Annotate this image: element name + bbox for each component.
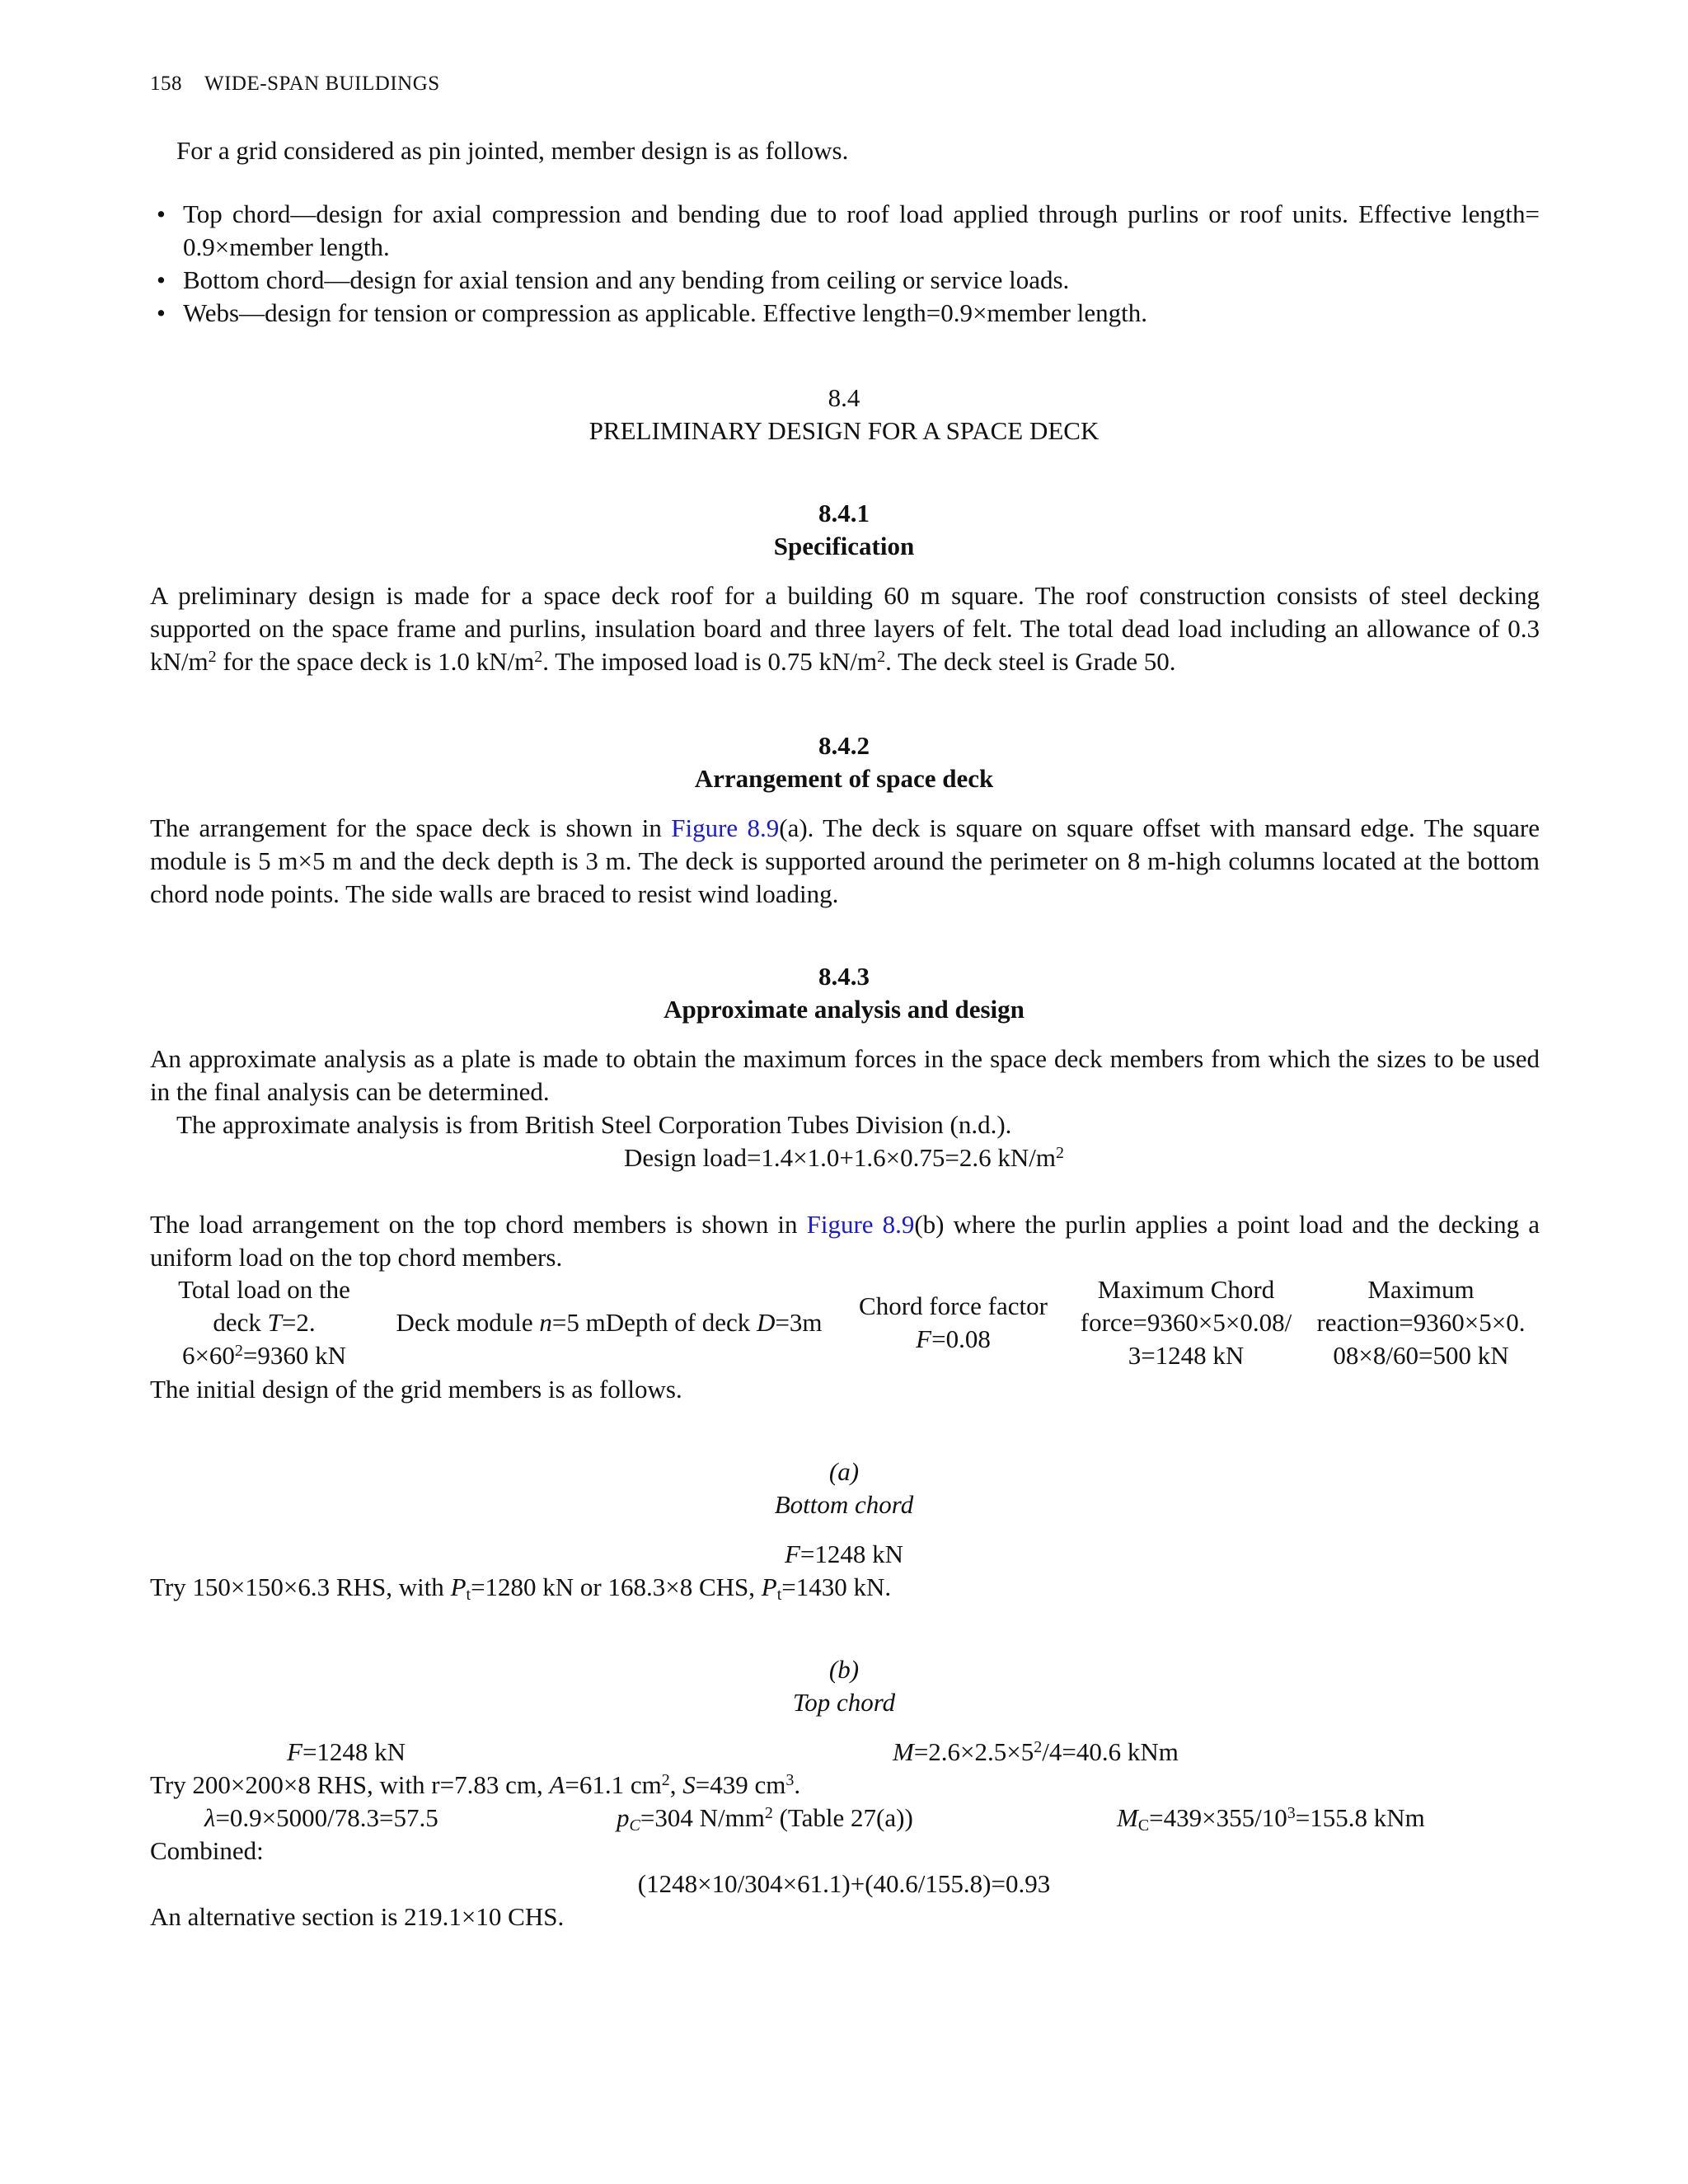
combined-equation: (1248×10/304×61.1)+(40.6/155.8)=0.93 xyxy=(637,1869,1051,1898)
section-number: 8.4 xyxy=(828,383,860,412)
combined-label: Combined: xyxy=(150,1836,264,1865)
subsection-number-841: 8.4.1 xyxy=(818,499,870,527)
bottom-chord-force: F=1248 kN xyxy=(784,1540,904,1568)
arrangement-paragraph: The arrangement for the space deck is shown in Figure 8.9(a). The deck is square on square offset with mansard edge. The square module is 5 m×5 m and the deck depth is 3 m. The deck is supported around the perimeter on 8 m-high columns located at the bottom chord node points. The side walls are braced to resist wind loading. xyxy=(150,813,1540,908)
subsection-title-specification: Specification xyxy=(773,532,915,560)
figure-link[interactable]: Figure 8.9 xyxy=(806,1210,915,1239)
bullet-icon: • xyxy=(157,298,166,327)
alternative-section: An alternative section is 219.1×10 CHS. xyxy=(150,1902,565,1931)
chord-force-factor-cell: Chord force factor F=0.08 xyxy=(859,1291,1048,1353)
intro-paragraph: For a grid considered as pin jointed, member design is as follows. xyxy=(176,136,849,165)
list-item: • Bottom chord—design for axial tension and any bending from ceiling or service loads. xyxy=(150,264,1540,297)
list-item: • Top chord—design for axial compression and bending due to roof load applied through purlins or roof units. Effective length= 0.9×member length. xyxy=(157,199,1540,261)
subheading-bottom-chord: Bottom chord xyxy=(774,1490,914,1519)
load-arrangement-paragraph: The load arrangement on the top chord members is shown in Figure 8.9(b) where the purlin applies a point load and the decking a uniform load on the top chord members. xyxy=(150,1210,1540,1272)
moment-capacity-value: $M_C=439\times 355/10^3=155.8$ kNm xyxy=(1117,1803,1425,1835)
specification-paragraph: A preliminary design is made for a space deck roof for a building 60 m square. The roof construction consists of steel decking supported on the space frame and purlins, insulation board and three layers of felt. The total dead load including an allowance of 0.3 $kN/m^2$ for the space deck is 1.0 $kN/m^2$. The imposed load is 0.75 $kN/m^2$. The deck steel is Grade 50. xyxy=(150,581,1540,676)
max-chord-force-cell: Maximum Chord force=9360×5×0.08/ 3=1248 kN xyxy=(1080,1275,1292,1370)
bottom-chord-section: Try 150×150×6.3 RHS, with $P_t=1280$ kN or 168.3×8 CHS, $P_t=1430$ kN. xyxy=(150,1572,892,1604)
subsection-title-analysis: Approximate analysis and design xyxy=(663,995,1025,1024)
design-load-equation: Design load=1.4×1.0+1.6×0.75=2.6 $kN/m^2$ xyxy=(624,1143,1064,1172)
top-chord-force: F=1248 kN xyxy=(287,1737,406,1766)
subheading-a-label: (a) xyxy=(828,1457,860,1486)
subsection-title-arrangement: Arrangement of space deck xyxy=(694,764,994,793)
member-design-list xyxy=(150,198,1540,330)
max-reaction-cell: Maximum reaction=9360×5×0. 08×8/60=500 kN xyxy=(1316,1275,1526,1370)
subheading-b-label: (b) xyxy=(828,1655,860,1684)
analysis-paragraph: An approximate analysis as a plate is made to obtain the maximum forces in the space deck members from which the sizes to be used in the final analysis can be determined. xyxy=(150,1044,1540,1106)
top-chord-moment: $M=2.6\times 2.5\times 5^2/4=40.6$ kNm xyxy=(893,1737,1179,1766)
subheading-top-chord: Top chord xyxy=(792,1688,896,1717)
section-title: PRELIMINARY DESIGN FOR A SPACE DECK xyxy=(588,416,1100,445)
figure-link[interactable]: Figure 8.9 xyxy=(671,813,780,842)
top-chord-section: Try 200×200×8 RHS, with r=7.83 cm, A=61.1 $cm^2$, S=439 $cm^3$. xyxy=(150,1770,801,1799)
bullet-icon: • xyxy=(157,265,166,294)
subsection-number-843: 8.4.3 xyxy=(818,962,870,991)
deck-module-cell: Deck module n=5 mDepth of deck D=3m xyxy=(396,1308,823,1337)
list-item: • Webs—design for tension or compression as applicable. Effective length=0.9×member length. xyxy=(150,297,1540,330)
total-load-cell: Total load on the deck T=2. $6\times 60^2=9360$ kN xyxy=(178,1275,350,1370)
running-head-title: WIDE-SPAN BUILDINGS xyxy=(204,73,440,95)
subsection-number-842: 8.4.2 xyxy=(818,731,870,760)
compressive-strength-value: $p_C=304$ $N/mm^2$ (Table 27(a)) xyxy=(617,1803,913,1835)
initial-design-paragraph: The initial design of the grid members is as follows. xyxy=(150,1375,682,1404)
running-head xyxy=(150,73,440,96)
page-number: 158 xyxy=(150,73,182,95)
bullet-icon: • xyxy=(157,199,166,228)
slenderness-value: λ=0.9×5000/78.3=57.5 xyxy=(204,1803,438,1832)
analysis-source: The approximate analysis is from British Steel Corporation Tubes Division (n.d.). xyxy=(176,1110,1012,1139)
